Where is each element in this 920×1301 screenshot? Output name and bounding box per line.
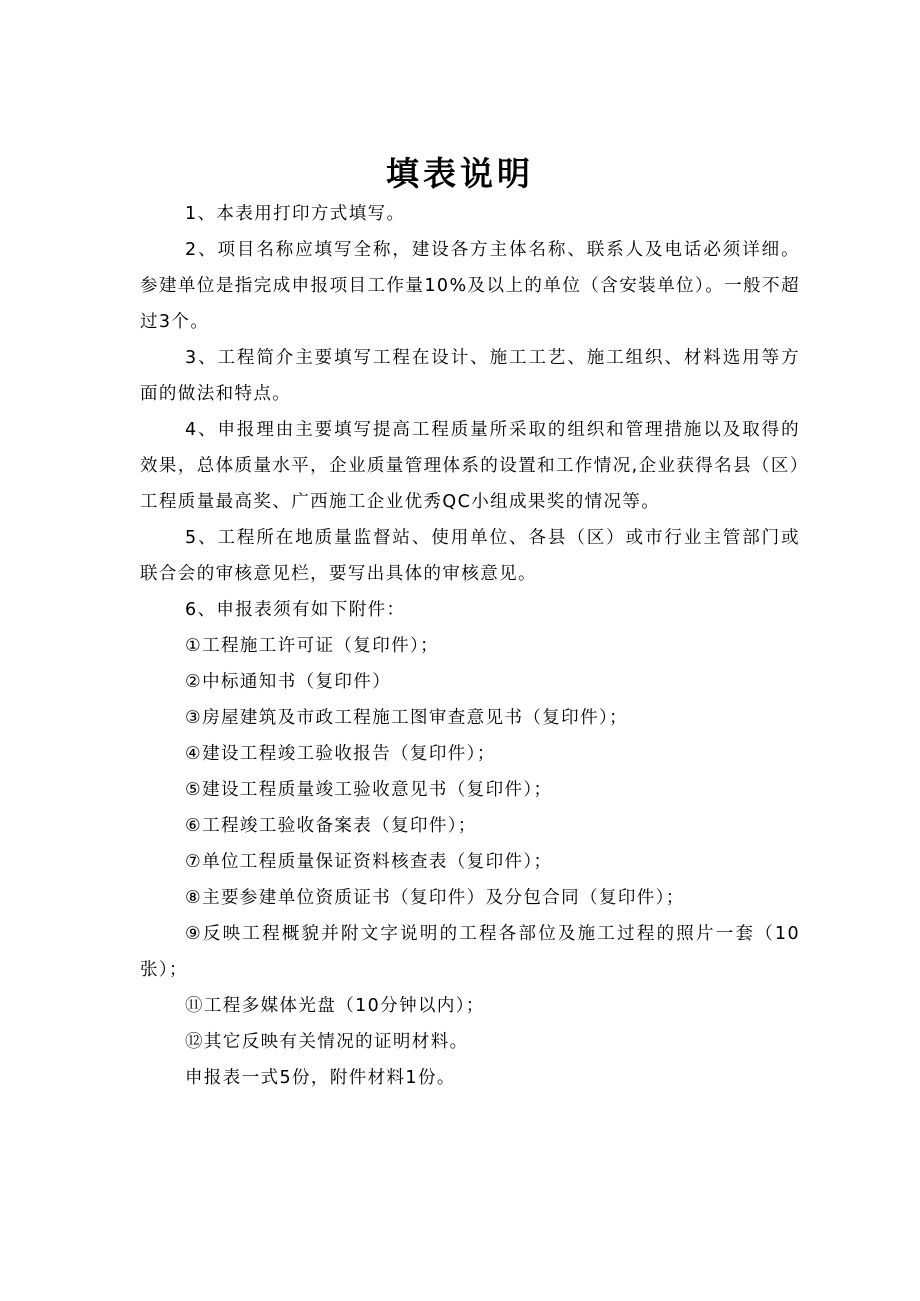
attachment-item-3: ③房屋建筑及市政工程施工图审查意见书（复印件）； bbox=[185, 708, 629, 728]
attachment-item-8: ⑧主要参建单位资质证书（复印件）及分包合同（复印件）； bbox=[185, 888, 685, 908]
attachment-item-1: ①工程施工许可证（复印件）； bbox=[185, 636, 440, 656]
attachment-item-9: ⑨反映工程概貌并附文字说明的工程各部位及施工过程的照片一套（10张）； bbox=[140, 924, 800, 980]
instruction-paragraph-4: 4、申报理由主要填写提高工程质量所采取的组织和管理措施以及取得的效果，总体质量水平，企业质量管理体系的设置和工作情况,企业获得名县（区）工程质量最高奖、广西施工企业优秀QC小组成果奖的情况等。 bbox=[140, 420, 800, 512]
closing-note: 申报表一式5份，附件材料1份。 bbox=[185, 1068, 456, 1088]
attachment-item-7: ⑦单位工程质量保证资料核查表（复印件）； bbox=[185, 852, 553, 872]
instruction-paragraph-3: 3、工程简介主要填写工程在设计、施工工艺、施工组织、材料选用等方面的做法和特点。 bbox=[140, 348, 800, 404]
attachment-item-12: ⑫其它反映有关情况的证明材料。 bbox=[185, 1032, 469, 1052]
instruction-paragraph-6: 6、申报表须有如下附件： bbox=[185, 600, 406, 620]
page-title: 填表说明 bbox=[386, 154, 534, 193]
instruction-paragraph-1: 1、本表用打印方式填写。 bbox=[185, 204, 406, 224]
instruction-paragraph-2: 2、项目名称应填写全称，建设各方主体名称、联系人及电话必须详细。参建单位是指完成申报项目工作量10%及以上的单位（含安装单位）。一般不超过3个。 bbox=[140, 240, 800, 332]
attachment-item-2: ②中标通知书（复印件） bbox=[185, 672, 392, 692]
attachment-item-4: ④建设工程竣工验收报告（复印件）； bbox=[185, 744, 496, 764]
attachment-item-5: ⑤建设工程质量竣工验收意见书（复印件）； bbox=[185, 780, 553, 800]
attachment-item-6: ⑥工程竣工验收备案表（复印件）； bbox=[185, 816, 477, 836]
attachment-item-11: ⑪工程多媒体光盘（10分钟以内）； bbox=[185, 996, 485, 1016]
instructions-body bbox=[140, 196, 800, 1096]
instruction-paragraph-5: 5、工程所在地质量监督站、使用单位、各县（区）或市行业主管部门或联合会的审核意见栏，要写出具体的审核意见。 bbox=[140, 528, 800, 584]
